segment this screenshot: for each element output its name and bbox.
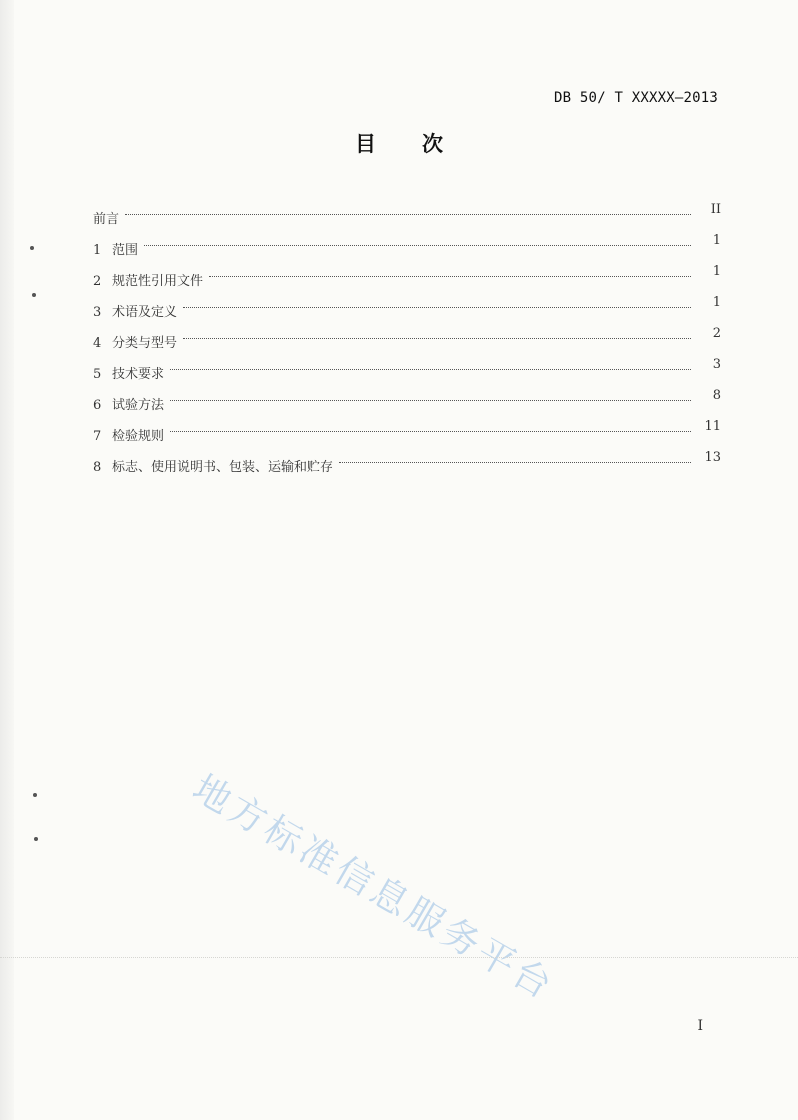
toc-entry-label: 标志、使用说明书、包装、运输和贮存 [112,460,334,475]
toc-entry-number: 2 [93,274,102,289]
toc-entry-page: 13 [704,450,721,465]
dot-leader [170,431,691,432]
toc-entry-marking-packaging[interactable] [93,444,721,475]
dot-leader [170,369,691,370]
toc-entry-number: 8 [93,460,102,475]
toc-entry-number: 7 [93,429,102,444]
toc-entry-classification[interactable] [93,320,721,351]
dot-leader [144,245,691,246]
toc-entry-normative-references[interactable] [93,258,721,289]
toc-entry-number: 6 [93,398,102,413]
toc-entry-label: 范围 [112,243,139,258]
title-char: 次 [422,132,443,156]
toc-list [93,196,721,475]
toc-entry-page: 2 [712,326,721,341]
page-title [0,128,798,158]
toc-entry-page: 11 [704,419,721,434]
toc-entry-scope[interactable] [93,227,721,258]
title-char: 目 [355,132,376,156]
standard-code: DB 50/ T XXXXX—2013 [554,90,718,106]
dot-leader [183,338,691,339]
toc-entry-page: 1 [712,233,721,248]
toc-entry-label: 规范性引用文件 [112,274,204,289]
toc-entry-number: 4 [93,336,102,351]
dot-leader [183,307,691,308]
toc-entry-test-methods[interactable] [93,382,721,413]
toc-entry-number: 5 [93,367,102,382]
scan-speck [33,793,37,797]
toc-entry-inspection-rules[interactable] [93,413,721,444]
toc-entry-label: 试验方法 [112,398,165,413]
page-number: I [697,1018,703,1034]
toc-entry-technical-requirements[interactable] [93,351,721,382]
dot-leader [170,400,691,401]
toc-entry-page: 8 [712,388,721,403]
toc-entry-page: 1 [712,295,721,310]
toc-entry-foreword[interactable] [93,196,721,227]
toc-entry-page: 3 [712,357,721,372]
toc-entry-number: 1 [93,243,102,258]
toc-entry-label: 技术要求 [112,367,165,382]
dot-leader [125,214,691,215]
watermark: 地方标准信息服务平台 [185,766,563,1009]
toc-entry-label: 前言 [93,212,120,227]
scan-speck [32,293,36,297]
toc-entry-terms[interactable] [93,289,721,320]
toc-entry-page: II [710,202,721,217]
toc-entry-page: 1 [712,264,721,279]
scan-edge [0,0,14,1120]
toc-entry-number: 3 [93,305,102,320]
dot-leader [339,462,691,463]
scan-divider [0,957,798,958]
scan-speck [34,837,38,841]
scan-speck [30,246,34,250]
toc-entry-label: 术语及定义 [112,305,178,320]
toc-entry-label: 检验规则 [112,429,165,444]
toc-entry-label: 分类与型号 [112,336,178,351]
dot-leader [209,276,691,277]
